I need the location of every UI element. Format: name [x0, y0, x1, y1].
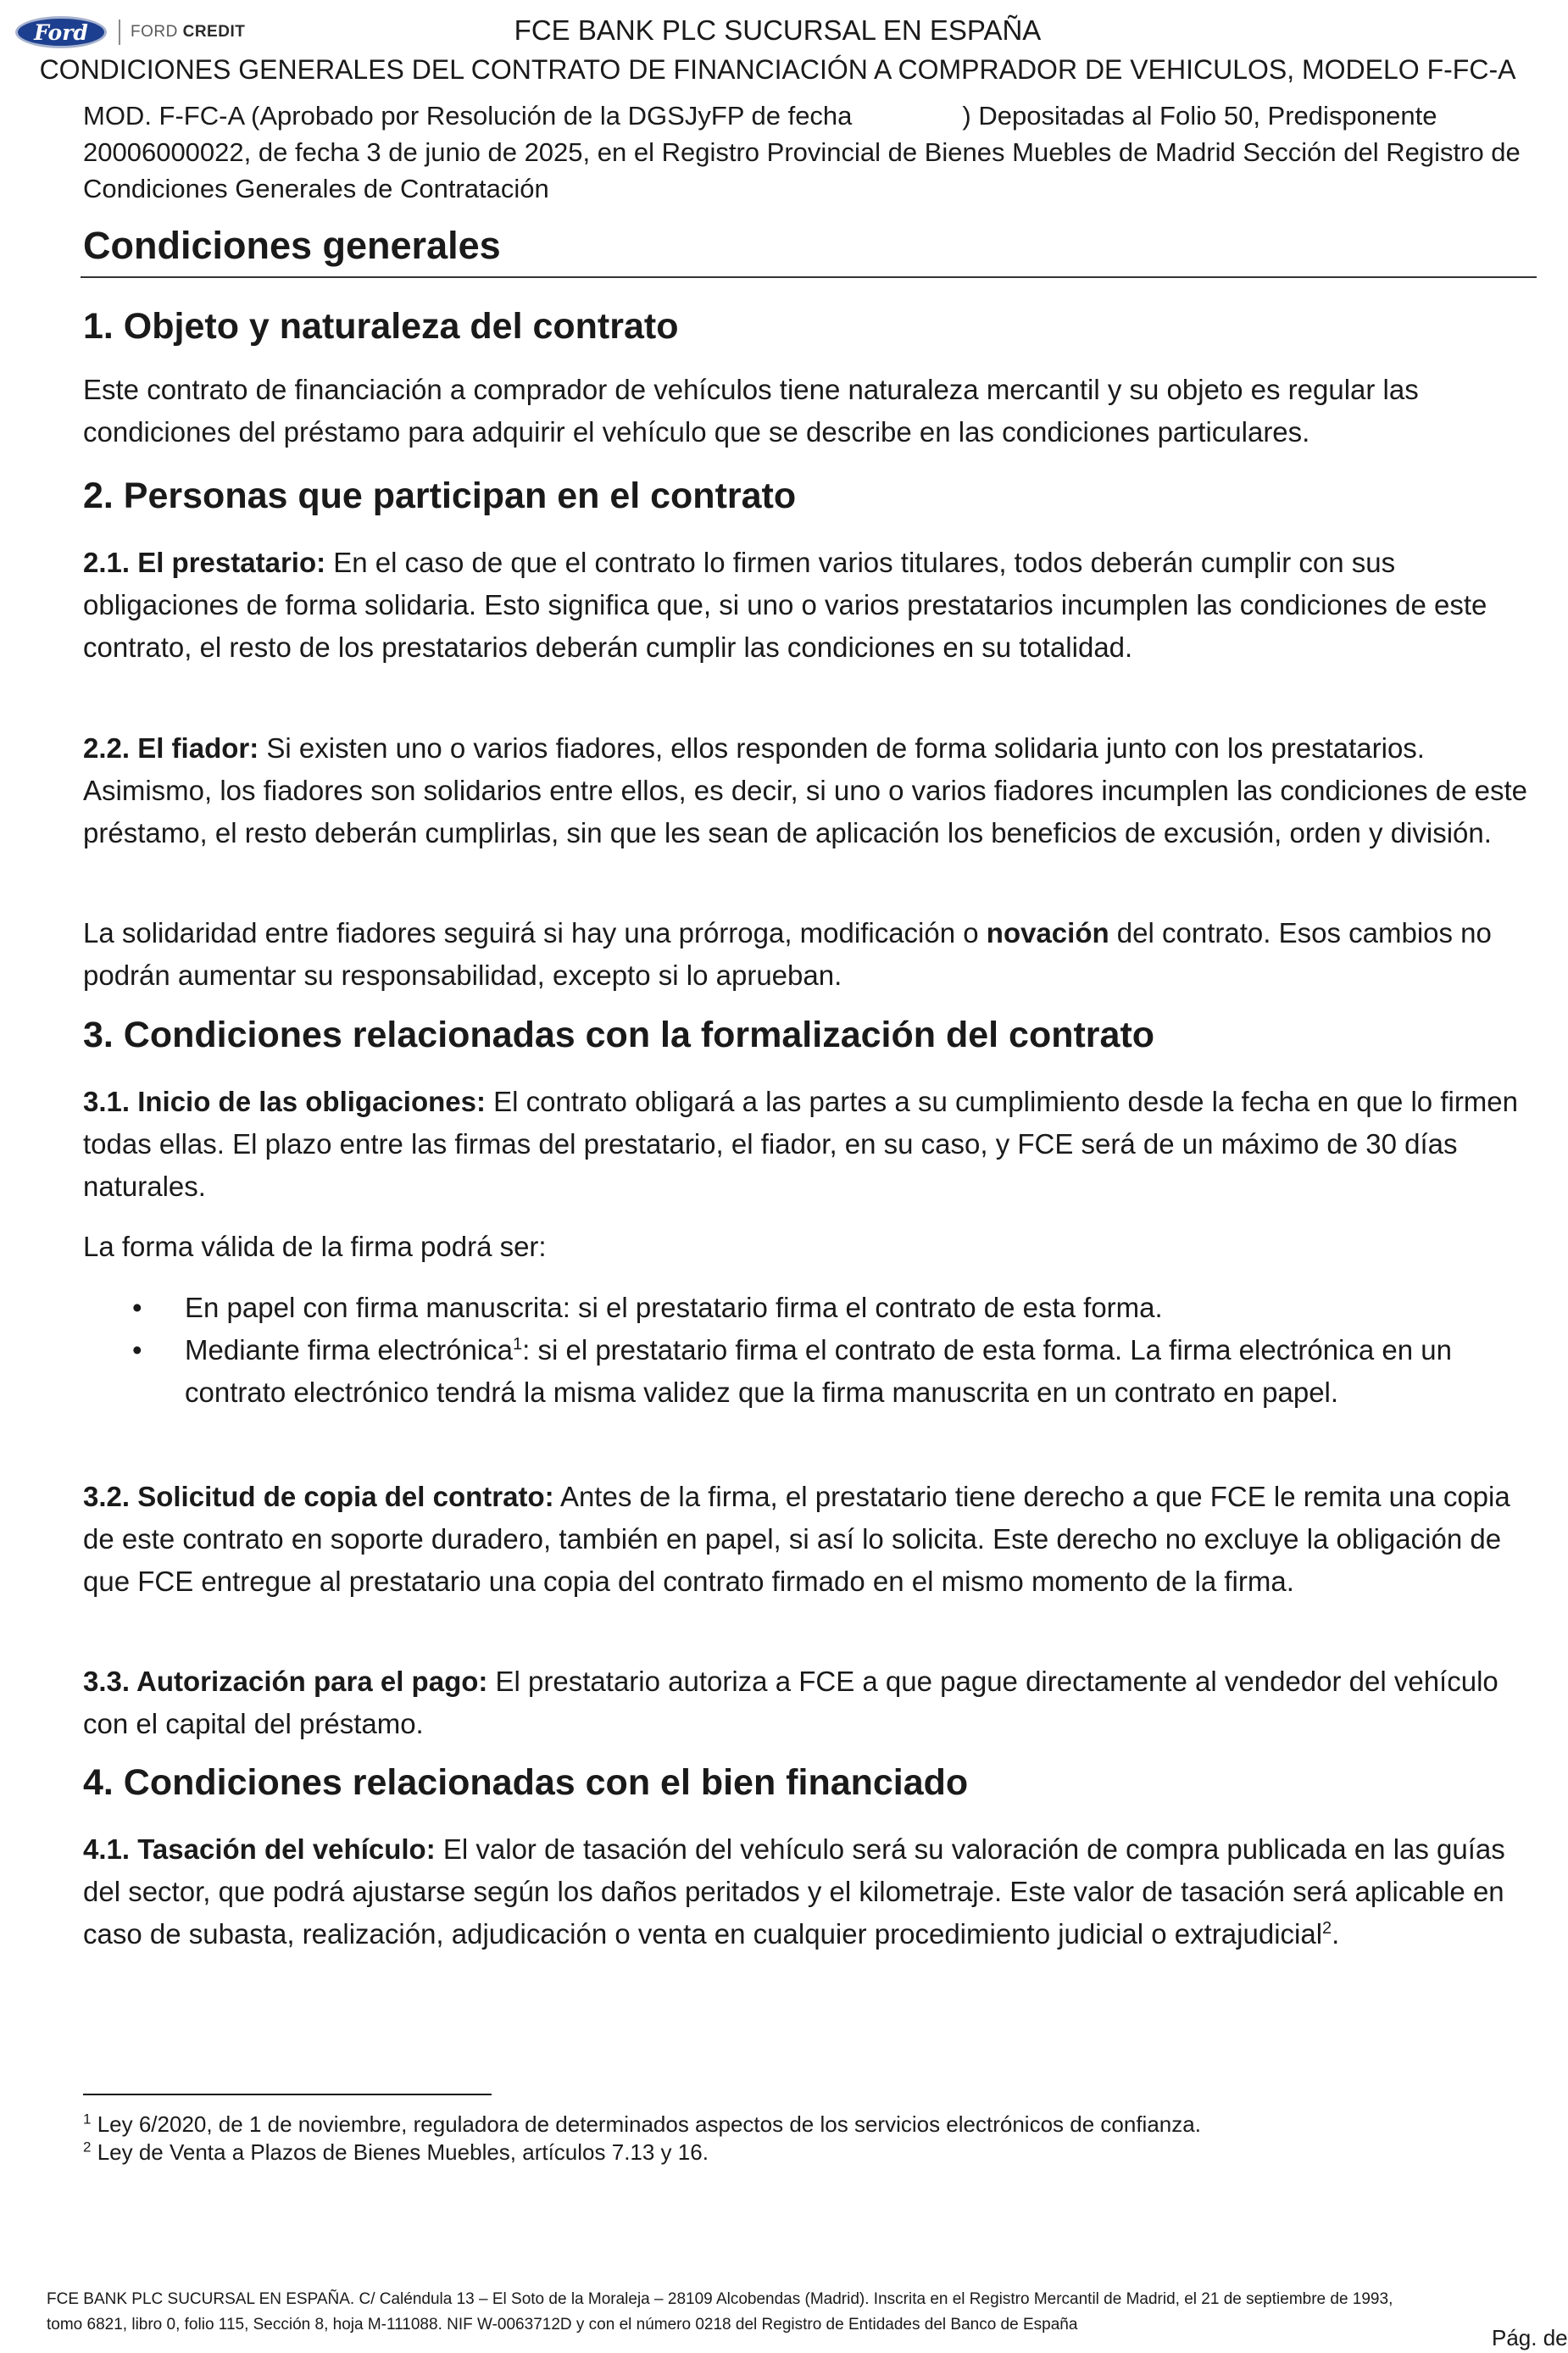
section-2-heading: 2. Personas que participan en el contrato	[83, 476, 797, 516]
footer-line-2: tomo 6821, libro 0, folio 115, Sección 8, hoja M-111088. NIF W-0063712D y con el número 0218 del Registro de Entidades del Banco de España	[47, 2316, 1078, 2334]
footnote-ref-2: 2	[1322, 1919, 1332, 1938]
list-item-text-a: Mediante firma electrónica	[185, 1334, 514, 1366]
signature-forms-list	[83, 1287, 1541, 1414]
clause-3-1-text: El contrato obligará a las partes a su cumplimiento desde la fecha en que lo firmen todas ellas. El plazo entre las firmas del prestatario, el fiador, en su caso, y FCE será de un máximo de 30 días naturales.	[83, 1086, 1519, 1202]
clause-2-2	[83, 727, 1541, 854]
clause-4-1-end: .	[1332, 1918, 1340, 1950]
footnote-text: Ley de Venta a Plazos de Bienes Muebles, artículos 7.13 y 16.	[91, 2139, 709, 2165]
page-footer	[47, 2287, 1487, 2338]
header-title: FCE BANK PLC SUCURSAL EN ESPAÑA	[514, 14, 1042, 46]
footnote-divider	[83, 2094, 492, 2095]
clause-2-3-text-c: del contrato. Esos cambios no podrán aumentar su responsabilidad, excepto si lo aprueban.	[83, 917, 1492, 991]
logo-ford: FORD	[131, 23, 178, 41]
list-item	[83, 1329, 1541, 1414]
signature-forms-intro: La forma válida de la firma podrá ser:	[83, 1231, 547, 1262]
clause-3-3	[83, 1660, 1541, 1745]
header-registration	[83, 97, 1524, 207]
footnote-text: Ley 6/2020, de 1 de noviembre, reguladora de determinados aspectos de los servicios electrónicos de confianza.	[91, 2111, 1201, 2137]
clause-2-2-text: Si existen uno o varios fiadores, ellos responden de forma solidaria junto con los prestatarios. Asimismo, los fiadores son solidarios entre ellos, es decir, si uno o varios fiadores incumplen las condiciones de este préstamo, el resto deberán cumplirlas, sin que les sean de aplicación los beneficios de excusión, orden y división.	[83, 732, 1528, 848]
list-item-text-b: : si el prestatario firma el contrato de esta forma. La firma electrónica en un contrato electrónico tendrá la misma validez que la firma manuscrita en un contrato en papel.	[185, 1334, 1452, 1408]
clause-3-2-text: Antes de la firma, el prestatario tiene derecho a que FCE le remita una copia de este contrato en soporte duradero, también en papel, si así lo solicita. Este derecho no excluye la obligación de que FCE entregue al prestatario una copia del contrato firmado en el mismo momento de la firma.	[83, 1481, 1510, 1597]
page-number: Pág. de	[1492, 2325, 1568, 2350]
section-3-heading: 3. Condiciones relacionadas con la formalización del contrato	[83, 1015, 1155, 1055]
footnote-ref-1: 1	[513, 1335, 523, 1354]
logo-brand: Ford	[34, 19, 88, 45]
title-divider	[81, 276, 1537, 278]
document-title: Condiciones generales	[83, 224, 501, 267]
footnote-mark: 1	[83, 2111, 92, 2128]
clause-2-1-text: En el caso de que el contrato lo firmen varios titulares, todos deberán cumplir con sus obligaciones de forma solidaria. Esto significa que, si uno o varios prestatarios incumplen las condiciones de este contrato, el resto de los prestatarios deberán cumplir las condiciones en su totalidad.	[83, 547, 1487, 663]
section-1-heading: 1. Objeto y naturaleza del contrato	[83, 306, 679, 347]
clause-3-1-label: 3.1. Inicio de las obligaciones:	[83, 1086, 486, 1117]
section-4-heading: 4. Condiciones relacionadas con el bien financiado	[83, 1762, 969, 1803]
list-item	[83, 1287, 1541, 1329]
bullet-icon: •	[132, 1292, 142, 1323]
footnote-mark: 2	[83, 2139, 92, 2156]
clause-2-3	[83, 912, 1541, 997]
clause-4-1	[83, 1828, 1541, 1955]
clause-2-1-label: 2.1. El prestatario:	[83, 547, 326, 578]
clause-2-3-text-a: La solidaridad entre fiadores seguirá si hay una prórroga, modificación o	[83, 917, 987, 948]
clause-4-1-text: El valor de tasación del vehículo será su valoración de compra publicada en las guías del sector, que podrá ajustarse según los daños peritados y el kilometraje. Este valor de tasación será aplicable en caso de subasta, realización, adjudicación o venta en cualquier procedimiento judicial o extrajudicial	[83, 1833, 1505, 1950]
clause-3-2	[83, 1476, 1541, 1603]
footnote-2	[83, 2139, 709, 2166]
footer-line-1: FCE BANK PLC SUCURSAL EN ESPAÑA. C/ Caléndula 13 – El Soto de la Moraleja – 28109 Alcobendas (Madrid). Inscrita en el Registro Mercantil de Madrid, el 21 de septiembre de 1993,	[47, 2290, 1393, 2308]
clause-3-1	[83, 1081, 1541, 1208]
registration-part-a: MOD. F-FC-A (Aprobado por Resolución de la DGSJyFP de fecha	[83, 101, 853, 131]
bullet-icon: •	[132, 1334, 142, 1366]
clause-3-3-text: El prestatario autoriza a FCE a que pague directamente al vendedor del vehículo con el capital del préstamo.	[83, 1666, 1498, 1739]
clause-3-3-label: 3.3. Autorización para el pago:	[83, 1666, 488, 1697]
clause-2-1	[83, 542, 1541, 669]
header-subtitle: CONDICIONES GENERALES DEL CONTRATO DE FINANCIACIÓN A COMPRADOR DE VEHICULOS, MODELO F-FC-A	[39, 54, 1516, 85]
clause-2-2-label: 2.2. El fiador:	[83, 732, 259, 764]
clause-4-1-label: 4.1. Tasación del vehículo:	[83, 1833, 436, 1865]
clause-2-3-emphasis: novación	[986, 917, 1109, 948]
clause-3-2-label: 3.2. Solicitud de copia del contrato:	[83, 1481, 554, 1512]
logo-credit: CREDIT	[182, 23, 246, 41]
registration-part-b: ) Depositadas al Folio 50, Predisponente 20006000022, de fecha 3 de junio de 2025, en el Registro Provincial de Bienes Muebles de Madrid Sección del Registro de Condiciones Generales de Contratación	[83, 101, 1521, 203]
section-1-paragraph: Este contrato de financiación a comprador de vehículos tiene naturaleza mercantil y su objeto es regular las condiciones del préstamo para adquirir el vehículo que se describe en las condiciones particulares.	[83, 374, 1419, 448]
footnote-1	[83, 2111, 1201, 2138]
list-item-text: En papel con firma manuscrita: si el prestatario firma el contrato de esta forma.	[185, 1292, 1163, 1323]
